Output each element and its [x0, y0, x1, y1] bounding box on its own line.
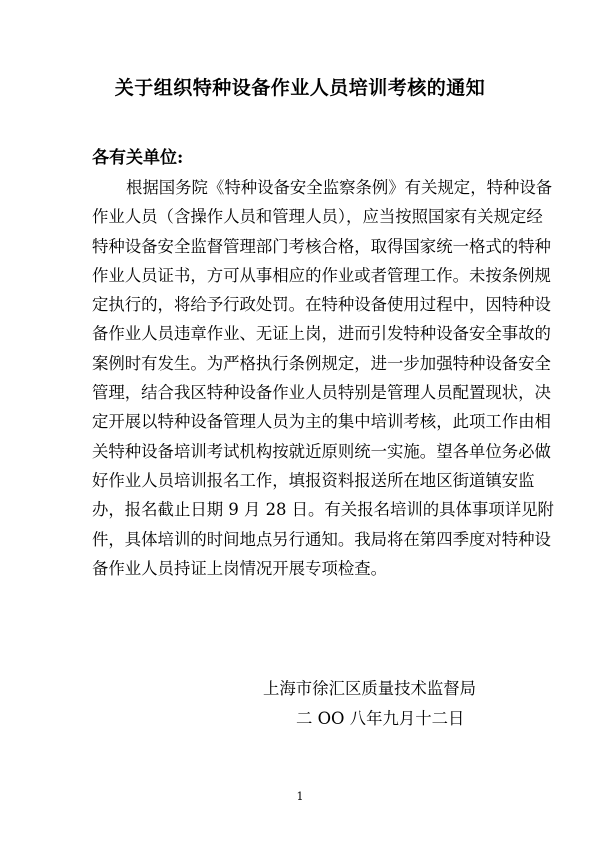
body-line: 备作业人员违章作业、无证上岗，进而引发特种设备安全事故的 [92, 324, 551, 344]
page-number: 1 [296, 790, 304, 803]
salutation: 各有关单位: [92, 148, 184, 168]
body-line: 办，报名截止日期 9 月 28 日。有关报名培训的具体事项详见附 [92, 500, 554, 520]
body-line: 备作业人员持证上岗情况开展专项检查。 [92, 558, 388, 578]
document-title: 关于组织特种设备作业人员培训考核的通知 [114, 77, 486, 99]
body-line: 案例时有发生。为严格执行条例规定，进一步加强特种设备安全 [92, 353, 551, 373]
issue-date: 二 OO 八年九月十二日 [296, 709, 465, 728]
body-line: 好作业人员培训报名工作，填报资料报送所在地区街道镇安监 [92, 470, 535, 490]
body-line: 件，具体培训的时间地点另行通知。我局将在第四季度对特种设 [92, 529, 551, 549]
body-line: 作业人员证书，方可从事相应的作业或者管理工作。未按条例规 [92, 265, 551, 285]
body-line: 管理，结合我区特种设备作业人员特别是管理人员配置现状，决 [92, 383, 551, 403]
body-line: 特种设备安全监督管理部门考核合格，取得国家统一格式的特种 [92, 236, 551, 256]
body-line: 关特种设备培训考试机构按就近原则统一实施。望各单位务必做 [92, 441, 551, 461]
body-line: 根据国务院《特种设备安全监察条例》有关规定，特种设备 [126, 178, 553, 197]
body-line: 定开展以特种设备管理人员为主的集中培训考核，此项工作由相 [92, 412, 551, 432]
notice-body [92, 173, 554, 583]
issuing-authority: 上海市徐汇区质量技术监督局 [263, 679, 477, 698]
body-line: 作业人员（含操作人员和管理人员），应当按照国家有关规定经 [92, 207, 543, 227]
body-line: 定执行的，将给予行政处罚。在特种设备使用过程中，因特种设 [92, 295, 551, 315]
